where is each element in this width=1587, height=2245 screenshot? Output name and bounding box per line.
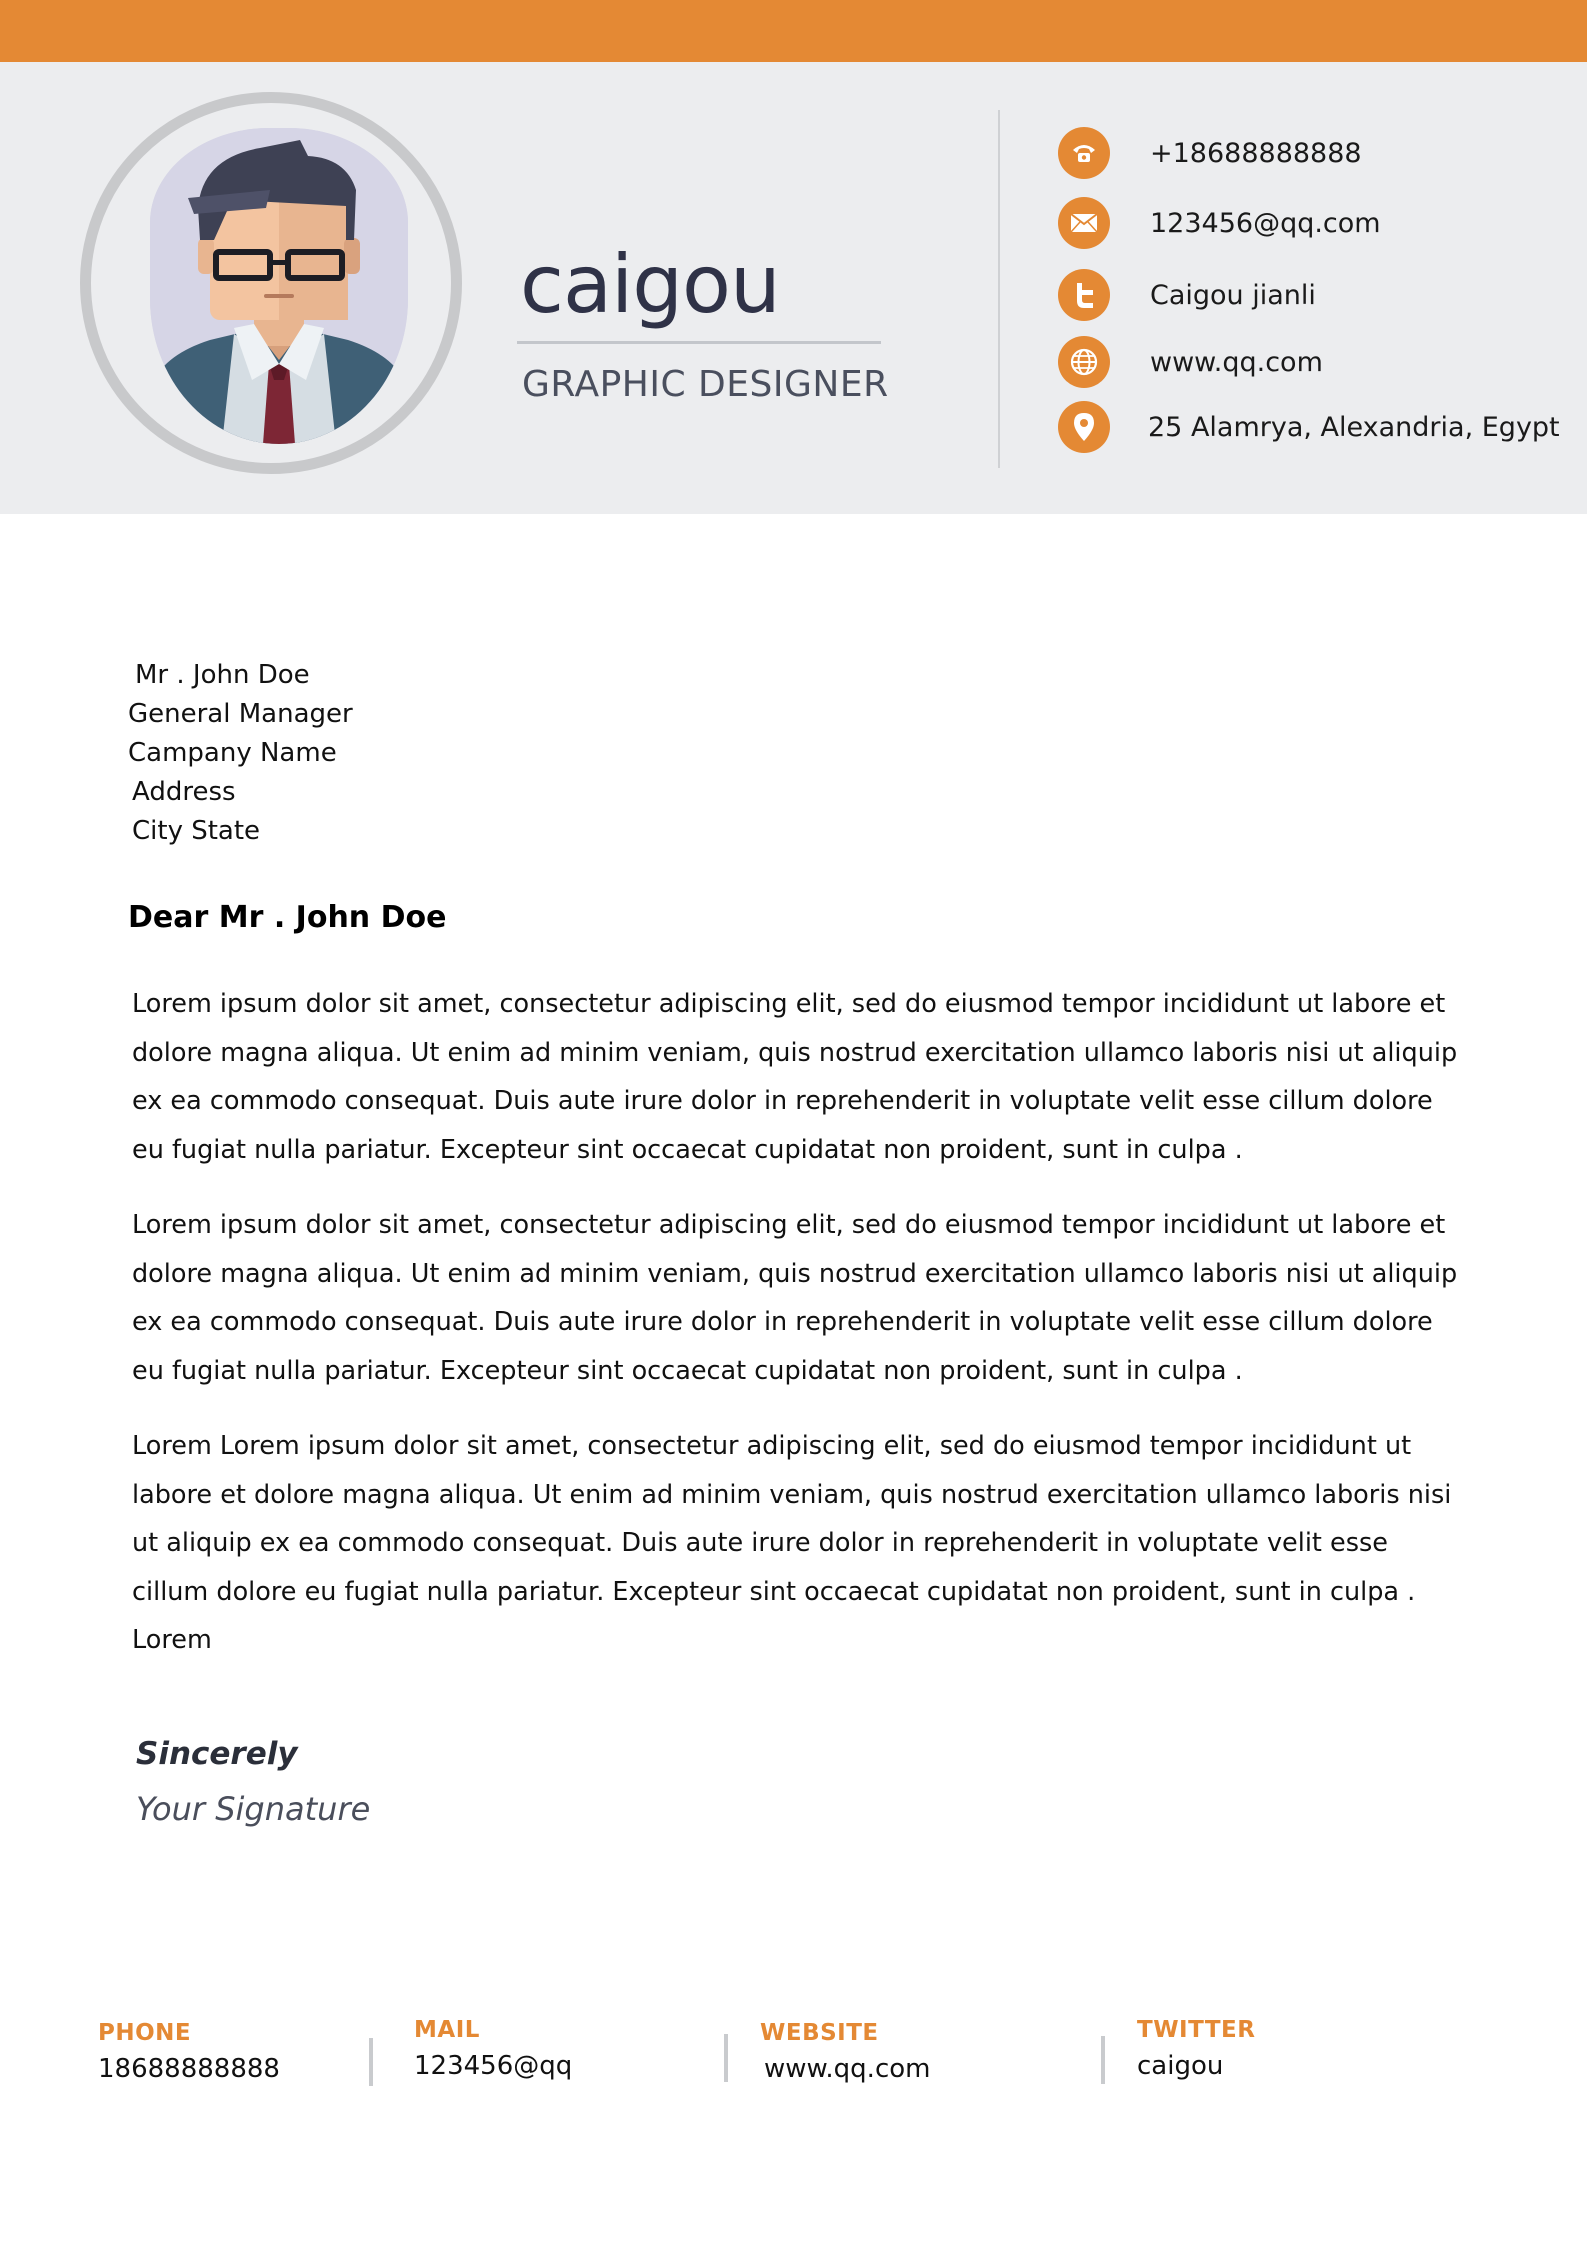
contact-email-text: 123456@qq.com [1150, 207, 1381, 239]
contact-website-text: www.qq.com [1150, 346, 1323, 378]
footer-twitter-label: TWITTER [1137, 2017, 1256, 2043]
footer-phone-value: 18688888888 [98, 2054, 280, 2084]
letter-body [132, 980, 1462, 1692]
footer-website-label: WEBSITE [760, 2020, 879, 2046]
recipient-city: City State [132, 816, 261, 846]
twitter-icon [1058, 269, 1110, 321]
footer-phone [98, 2020, 280, 2084]
contact-twitter-text: Caigou jianli [1150, 279, 1316, 311]
top-accent-bar [0, 0, 1587, 62]
recipient-position: General Manager [128, 699, 353, 729]
contact-twitter[interactable] [1058, 268, 1316, 322]
recipient-block [128, 656, 353, 851]
footer-twitter-value: caigou [1137, 2051, 1224, 2081]
footer-mail-value: 123456@qq [414, 2051, 573, 2081]
contact-phone[interactable] [1058, 126, 1362, 180]
contact-address-text: 25 Alamrya, Alexandria, Egypt [1148, 411, 1560, 443]
footer-mail [414, 2017, 572, 2081]
recipient-company: Campany Name [128, 738, 337, 768]
location-icon [1058, 401, 1110, 453]
phone-icon [1058, 127, 1110, 179]
name-underline [517, 341, 881, 344]
salutation: Dear Mr . John Doe [128, 900, 447, 935]
body-paragraph: Lorem ipsum dolor sit amet, consectetur adipiscing elit, sed do eiusmod tempor incididunt ut labore et dolore magna aliqua. Ut enim ad minim veniam, quis nostrud exercitation ullamco laboris nisi ut aliquip ex ea commodo consequat. Duis aute irure dolor in reprehenderit in voluptate velit esse cillum dolore eu fugiat nulla pariatur. Excepteur sint occaecat cupidatat non proident, sunt in culpa . [132, 1210, 1458, 1386]
contact-email[interactable] [1058, 196, 1381, 250]
footer-phone-label: PHONE [98, 2020, 192, 2046]
footer-separator [724, 2034, 728, 2082]
contact-website[interactable] [1058, 335, 1323, 389]
avatar [150, 128, 408, 444]
footer-mail-label: MAIL [414, 2017, 480, 2043]
recipient-address: Address [132, 777, 236, 807]
footer-separator [1101, 2036, 1105, 2084]
footer-twitter [1137, 2017, 1255, 2081]
signature: Your Signature [136, 1790, 371, 1828]
mail-icon [1058, 197, 1110, 249]
contact-address[interactable] [1058, 400, 1560, 454]
footer-website [760, 2020, 930, 2084]
body-paragraph: Lorem Lorem ipsum dolor sit amet, consectetur adipiscing elit, sed do eiusmod tempor incididunt ut labore et dolore magna aliqua. Ut enim ad minim veniam, quis nostrud exercitation ullamco laboris nisi ut aliquip ex ea commodo consequat. Duis aute irure dolor in reprehenderit in voluptate velit esse cillum dolore eu fugiat nulla pariatur. Excepteur sint occaecat cupidatat non proident, sunt in culpa . Lorem [132, 1431, 1452, 1655]
footer-separator [369, 2038, 373, 2086]
closing: Sincerely [136, 1736, 298, 1772]
body-paragraph: Lorem ipsum dolor sit amet, consectetur adipiscing elit, sed do eiusmod tempor incididunt ut labore et dolore magna aliqua. Ut enim ad minim veniam, quis nostrud exercitation ullamco laboris nisi ut aliquip ex ea commodo consequat. Duis aute irure dolor in reprehenderit in voluptate velit esse cillum dolore eu fugiat nulla pariatur. Excepteur sint occaecat cupidatat non proident, sunt in culpa . [132, 989, 1458, 1165]
header-divider [998, 110, 1000, 468]
footer-website-value: www.qq.com [764, 2054, 931, 2084]
globe-icon [1058, 336, 1110, 388]
job-title: GRAPHIC DESIGNER [522, 364, 889, 405]
contact-phone-text: +18688888888 [1150, 137, 1362, 169]
candidate-name: caigou [520, 238, 780, 331]
recipient-name: Mr . John Doe [135, 660, 310, 690]
